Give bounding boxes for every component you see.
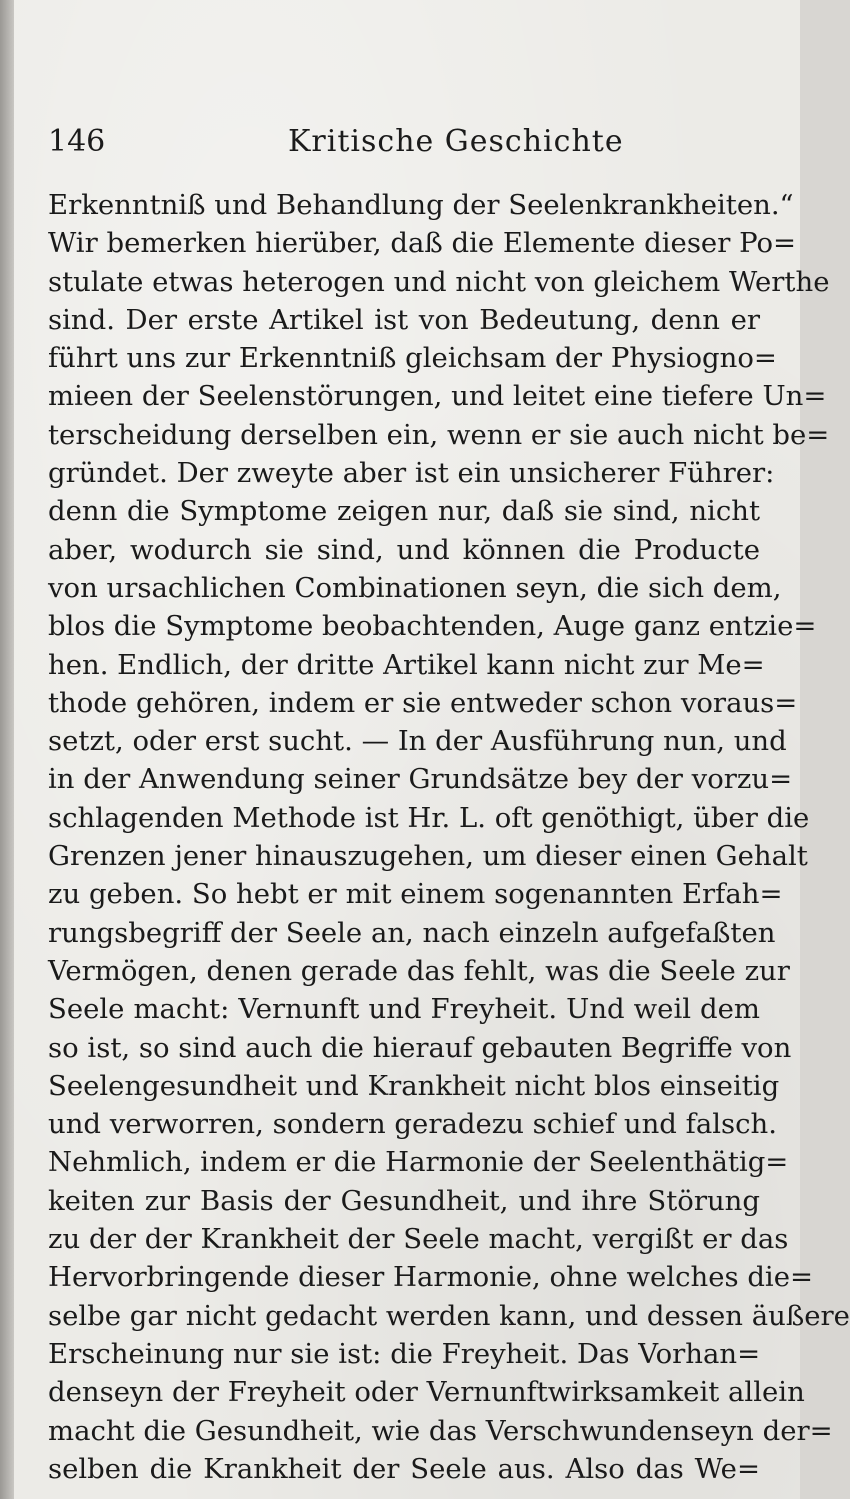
body-text (48, 186, 850, 1488)
text-line: blos die Symptome beobachtenden, Auge ganz entzie= (48, 610, 817, 643)
text-line: mieen der Seelenstörungen, und leitet eine tiefere Un= (48, 380, 827, 413)
text-line: denseyn der Freyheit oder Vernunftwirksamkeit allein (48, 1376, 805, 1409)
running-head: Kritische Geschichte (288, 124, 624, 159)
text-line: terscheidung derselben ein, wenn er sie auch nicht be= (48, 418, 830, 451)
page-number: 146 (48, 124, 106, 159)
text-line: aber, wodurch sie sind, und können die Producte (48, 533, 760, 566)
text-line: Wir bemerken hierüber, daß die Elemente dieser Po= (48, 227, 797, 260)
text-line: zu der der Krankheit der Seele macht, vergißt er das (48, 1223, 789, 1256)
text-line: Seelengesundheit und Krankheit nicht blos einseitig (48, 1069, 780, 1102)
text-line: Hervorbringende dieser Harmonie, ohne welches die= (48, 1261, 814, 1294)
text-line: Vermögen, denen gerade das fehlt, was die Seele zur (48, 954, 790, 987)
text-line: hen. Endlich, der dritte Artikel kann nicht zur Me= (48, 648, 765, 681)
page-gutter-shadow (0, 0, 14, 1499)
text-line: gründet. Der zweyte aber ist ein unsicherer Führer: (48, 457, 775, 490)
text-line: führt uns zur Erkenntniß gleichsam der Physiogno= (48, 342, 777, 375)
text-line: sind. Der erste Artikel ist von Bedeutung, denn er (48, 303, 760, 336)
text-line: schlagenden Methode ist Hr. L. oft genöthigt, über die (48, 801, 810, 834)
text-line: Erkenntniß und Behandlung der Seelenkrankheiten.“ (48, 189, 794, 221)
text-line: von ursachlichen Combinationen seyn, die sich dem, (48, 571, 782, 604)
text-line: so ist, so sind auch die hierauf gebauten Begriffe von (48, 1031, 792, 1064)
text-line: keiten zur Basis der Gesundheit, und ihre Störung (48, 1184, 760, 1217)
text-line: Grenzen jener hinauszugehen, um dieser einen Gehalt (48, 840, 808, 873)
text-line: selben die Krankheit der Seele aus. Also das We= (48, 1452, 760, 1485)
text-line: Erscheinung nur sie ist: die Freyheit. Das Vorhan= (48, 1337, 761, 1370)
text-line: thode gehören, indem er sie entweder schon voraus= (48, 686, 798, 719)
text-line: Seele macht: Vernunft und Freyheit. Und weil dem (48, 993, 760, 1026)
text-line: Nehmlich, indem er die Harmonie der Seelenthätig= (48, 1146, 789, 1179)
text-line: und verworren, sondern geradezu schief und falsch. (48, 1108, 777, 1141)
page-header (48, 124, 758, 168)
text-line: rungsbegriff der Seele an, nach einzeln aufgefaßten (48, 916, 776, 949)
text-line: setzt, oder erst sucht. — In der Ausführung nun, und (48, 725, 787, 758)
text-line: in der Anwendung seiner Grundsätze bey der vorzu= (48, 763, 793, 796)
text-line: zu geben. So hebt er mit einem sogenannten Erfah= (48, 878, 783, 911)
text-line: macht die Gesundheit, wie das Verschwundenseyn der= (48, 1414, 833, 1447)
text-line: denn die Symptome zeigen nur, daß sie sind, nicht (48, 495, 760, 528)
text-line: selbe gar nicht gedacht werden kann, und dessen äußere (48, 1299, 850, 1332)
text-line: stulate etwas heterogen und nicht von gleichem Werthe (48, 265, 830, 298)
